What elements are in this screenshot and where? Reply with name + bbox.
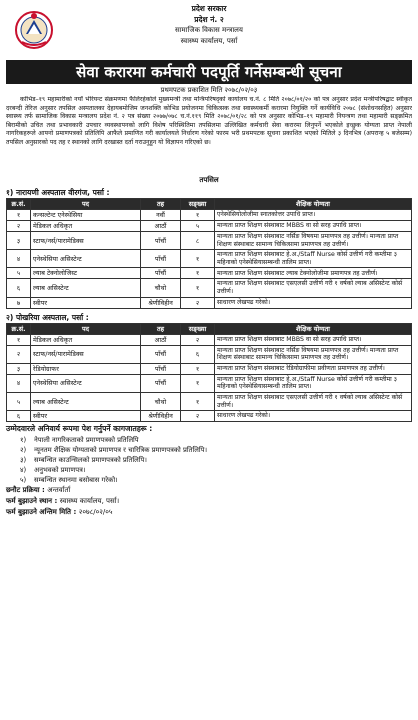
cell-level: आठौं [141, 221, 181, 232]
cell-level: चौथो [141, 392, 181, 410]
cell-count: ६ [181, 345, 215, 363]
cell-sn: ७ [7, 297, 31, 308]
deadline-value: २०७८/०२/०५ [78, 508, 113, 517]
cell-sn: ३ [7, 363, 31, 374]
item-text: अनुभवको प्रमाणपत्र। [34, 466, 86, 475]
header-line-4: स्वास्थ्य कार्यालय, पर्सा [180, 36, 238, 45]
item-text: सम्बन्धित काउन्सिलको प्रमाणपत्रको प्रतिलिपि। [34, 456, 147, 465]
cell-qual: मान्यता प्राप्त शिक्षण संस्थाबाट एसएलसी उत्तीर्ण गरी १ वर्षको ल्याब असिस्टेन्ट कोर्स उत्तीर्ण। [215, 279, 412, 297]
cell-count: १ [181, 210, 215, 221]
list-item [6, 455, 412, 465]
col-qual: शैक्षिक योग्यता [215, 323, 412, 334]
item-number: ४) [20, 466, 27, 475]
col-count: सङ्ख्या [181, 323, 215, 334]
cell-sn: १ [7, 210, 31, 221]
cell-sn: ५ [7, 392, 31, 410]
cell-qual: मान्यता प्राप्त शिक्षण संस्थाबाट रेडियोग्राफीमा प्रवीणता प्रमाणपत्र तह उत्तीर्ण। [215, 363, 412, 374]
cell-count: १ [181, 392, 215, 410]
list-item [6, 475, 412, 485]
list-item [6, 465, 412, 475]
section2-table [6, 323, 412, 423]
table-row [7, 250, 412, 268]
cell-level: आठौं [141, 334, 181, 345]
cell-post: कन्सल्टेन्ट एनेस्थेसिया [31, 210, 141, 221]
cell-level: पाँचौं [141, 345, 181, 363]
banner-title: सेवा करारमा कर्मचारी पदपूर्ति गर्नेसम्बन्धी सूचना [6, 60, 412, 84]
section1-title: १) नारायणी अस्पताल वीरगंज, पर्सा : [6, 188, 110, 197]
table-row [7, 345, 412, 363]
table-row [7, 392, 412, 410]
table-row [7, 297, 412, 308]
cell-sn: ४ [7, 250, 31, 268]
form-place-value: स्वास्थ्य कार्यालय, पर्सा। [59, 497, 120, 506]
item-text: सम्बन्धित स्थानमा बसोबास गरेको। [34, 476, 118, 485]
table-row [7, 210, 412, 221]
cell-qual: मान्यता प्राप्त शिक्षण संस्थाबाट नर्सिङ विषयमा प्रमाणपत्र तह उत्तीर्ण। मान्यता प्राप्त शिक्षण संस्थाबाट सामान्य चिकित्सामा प्रमाणपत्र तह उत्तीर्ण। [215, 232, 412, 250]
cell-qual: मान्यता प्राप्त शिक्षण संस्थाबाट MBBS वा सो सरह उपाधि प्राप्त। [215, 334, 412, 345]
col-count: सङ्ख्या [181, 199, 215, 210]
cell-count: १ [181, 374, 215, 392]
cell-count: २ [181, 297, 215, 308]
cell-level: पाँचौं [141, 268, 181, 279]
cell-count: २ [181, 411, 215, 422]
cell-post: मेडिकल अधिकृत [31, 334, 141, 345]
cell-count: १ [181, 279, 215, 297]
cell-post: ल्याब असिस्टेन्ट [31, 279, 141, 297]
documents-title: उम्मेदवारले अनिवार्य रूपमा पेश गर्नुपर्ने कागजातहरू : [6, 424, 153, 434]
header [6, 4, 412, 58]
section1-table [6, 198, 412, 309]
cell-level: चौथो [141, 279, 181, 297]
item-number: २) [20, 446, 27, 455]
item-number: ५) [20, 476, 27, 485]
cell-qual: मान्यता प्राप्त शिक्षण संस्थाबाट हे.अ./Staff Nurse कोर्स उत्तीर्ण गरी कम्तीमा ३ महिनाको एनेस्थेसियासम्बन्धी तालिम प्राप्त। [215, 250, 412, 268]
list-item [6, 435, 412, 445]
cell-qual: मान्यता प्राप्त शिक्षण संस्थाबाट MBBS वा सो सरह उपाधि प्राप्त। [215, 221, 412, 232]
table-header-row [7, 199, 412, 210]
cell-qual: साधारण लेखपढ गरेको। [215, 411, 412, 422]
item-number: ३) [20, 456, 27, 465]
cell-qual: साधारण लेखपढ गरेको। [215, 297, 412, 308]
cell-sn: ६ [7, 279, 31, 297]
table-row [7, 363, 412, 374]
header-line-2: प्रदेश नं. २ [194, 14, 224, 24]
item-number: १) [20, 436, 27, 445]
cell-post: स्वीपर [31, 297, 141, 308]
cell-sn: ३ [7, 232, 31, 250]
cell-post: स्टाफ/नर्स/पारामेडिक्स [31, 345, 141, 363]
cell-sn: २ [7, 221, 31, 232]
col-level: तह [141, 199, 181, 210]
cell-count: ८ [181, 232, 215, 250]
cell-sn: ४ [7, 374, 31, 392]
col-post: पद [31, 199, 141, 210]
col-post: पद [31, 323, 141, 334]
selection-process [6, 485, 412, 496]
item-text: नेपाली नागरिकताको प्रमाणपत्रको प्रतिलिपि [34, 436, 139, 445]
cell-level: पाँचौं [141, 374, 181, 392]
cell-qual: मान्यता प्राप्त शिक्षण संस्थाबाट नर्सिङ विषयमा प्रमाणपत्र तह उत्तीर्ण। मान्यता प्राप्त शिक्षण संस्थाबाट सामान्य चिकित्सामा प्रमाणपत्र तह उत्तीर्ण। [215, 345, 412, 363]
item-text: न्यूनतम शैक्षिक योग्यताको प्रमाणपत्र र चारित्रिक प्रमाणपत्रको प्रतिलिपि। [34, 446, 208, 455]
table-row [7, 279, 412, 297]
cell-level: श्रेणीविहीन [141, 297, 181, 308]
cell-qual: एनेस्थेसियोलोजीमा स्नातकोत्तर उपाधि प्राप्त। [215, 210, 412, 221]
cell-qual: मान्यता प्राप्त शिक्षण संस्थाबाट ल्याब टेक्नोलोजीमा प्रमाणपत्र तह उत्तीर्ण। [215, 268, 412, 279]
cell-qual: मान्यता प्राप्त शिक्षण संस्थाबाट हे.अ./Staff Nurse कोर्स उत्तीर्ण गरी कम्तीमा ३ महिनाको एनेस्थेसियासम्बन्धी तालिम प्राप्त। [215, 374, 412, 392]
form-place-label: फर्म बुझाउने स्थान : [6, 497, 58, 506]
form-deadline [6, 507, 412, 518]
header-line-3: सामाजिक विकास मन्त्रालय [175, 26, 243, 34]
list-title: तपसिल [199, 176, 219, 184]
cell-level: पाँचौं [141, 250, 181, 268]
col-sn: क्र.सं. [7, 323, 31, 334]
cell-count: २ [181, 334, 215, 345]
cell-sn: ५ [7, 268, 31, 279]
cell-post: स्टाफ/नर्स/पारामेडिक्स [31, 232, 141, 250]
cell-post: एनेस्थेसिया असिस्टेन्ट [31, 374, 141, 392]
intro-paragraph: कोभिड–१९ महामारीको नयाँ भेरियन्ट संक्रमणमा फैलिरहेकोले मुख्यमन्त्री तथा मन्त्रिपरिषद्को कार्यालय च.नं. ८ मिति २०७८/०१/२० को पत्र अनुसार प्रदेश मन्त्रीपरिषद्बाट स्वीकृत दरबन्दी तेरिज अनुसार तपसिल अस्पतालका देहायबमोजिम जनशक्ति कोभिड प्रयोजनमा चिकित्सक तथा स्वास्थ्यकर्मी करारमा नियुक्ति गर्ने कार्यविधि २०७८ (संशोधनसहित) अनुसार स्वास्थ्य तर्फ सामाजिक विकास मन्त्रालय प्रदेश नं. २ पत्र संख्या २०७७/०७८ च.नं.११९ मिति २०७८/०१/२८ को पत्र अनुसार कोभिड–१९ महामारी नियन्त्रण तथा महामारी सङ्क्रमित बिरामीको उचित तथा प्रभावकारी उपचार व्यवस्थापनको लागि विशेष परिस्थितिमा तपसिलमा उल्लिखित कर्मचारी सेवा करारमा लिनुपर्ने भएकोले इच्छुक योग्यता प्राप्त नेपाली नागरिकहरूले आफ्नो प्रमाणपत्रको प्रतिलिपि आफैले प्रमाणित गरी कार्यालयले निर्धारण गरेको फारम भरी प्रथमपटक सूचना प्रकाशित भएको मितिले ३ दिनभित्र (अपरान्ह ५ बजेसम्म) तपसिल अनुसारको पद तह र स्थानको लागि दरखास्त दर्ता गराउनुहुन यो विज्ञापन गरिएको छ। [6, 96, 412, 146]
form-place [6, 496, 412, 507]
cell-post: मेडिकल अधिकृत [31, 221, 141, 232]
cell-level: पाँचौं [141, 363, 181, 374]
table-row [7, 232, 412, 250]
header-line-1: प्रदेश सरकार [191, 4, 227, 13]
table-row [7, 374, 412, 392]
list-item [6, 445, 412, 455]
cell-post: ल्याब असिस्टेन्ट [31, 392, 141, 410]
cell-count: १ [181, 250, 215, 268]
table-row [7, 411, 412, 422]
publish-date: प्रथमपटक प्रकाशित मिति २०७८/०२/०३ [160, 86, 258, 94]
table-row [7, 221, 412, 232]
cell-sn: ६ [7, 411, 31, 422]
deadline-label: फर्म बुझाउने अन्तिम मिति : [6, 508, 77, 517]
cell-post: एनेस्थेसिया असिस्टेन्ट [31, 250, 141, 268]
cell-post: ल्याब टेक्नोलोजिस्ट [31, 268, 141, 279]
cell-level: पाँचौं [141, 232, 181, 250]
cell-post: स्वीपर [31, 411, 141, 422]
cell-count: १ [181, 268, 215, 279]
cell-sn: २ [7, 345, 31, 363]
cell-qual: मान्यता प्राप्त शिक्षण संस्थाबाट एसएलसी उत्तीर्ण गरी १ वर्षको ल्याब असिस्टेन्ट कोर्स उत्तीर्ण। [215, 392, 412, 410]
table-row [7, 268, 412, 279]
cell-sn: १ [7, 334, 31, 345]
table-row [7, 334, 412, 345]
table-header-row [7, 323, 412, 334]
cell-count: १ [181, 363, 215, 374]
col-level: तह [141, 323, 181, 334]
cell-count: ५ [181, 221, 215, 232]
col-qual: शैक्षिक योग्यता [215, 199, 412, 210]
section2-title: २) पोखरिया अस्पताल, पर्सा : [6, 312, 89, 322]
nepal-emblem-icon [14, 8, 54, 52]
cell-level: नवौं [141, 210, 181, 221]
cell-post: रेडियोग्राफर [31, 363, 141, 374]
selection-value: अन्तर्वार्ता [47, 486, 71, 495]
cell-level: श्रेणीविहीन [141, 411, 181, 422]
col-sn: क्र.सं. [7, 199, 31, 210]
selection-label: छनौट प्रक्रिया : [6, 486, 45, 495]
